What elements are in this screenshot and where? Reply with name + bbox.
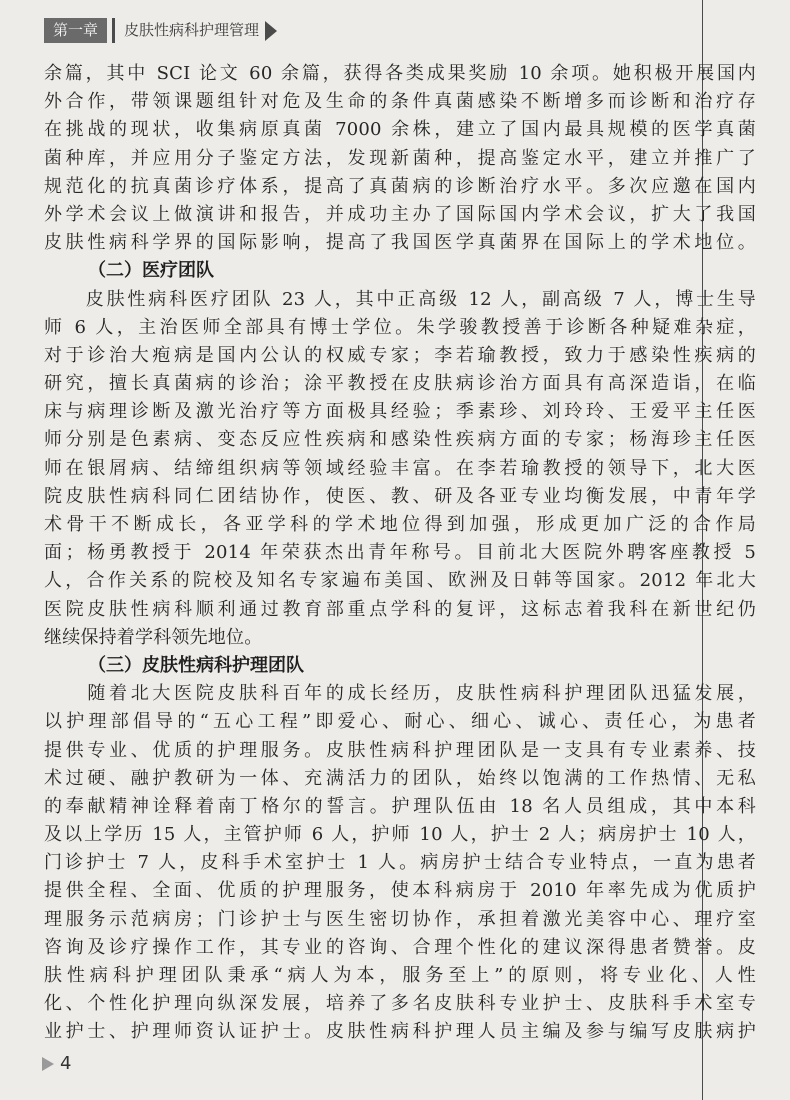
body-text-line: 化、个性化护理向纵深发展，培养了多名皮肤科专业护士、皮肤科手术室专	[44, 993, 756, 1015]
body-text-line: 菌种库，并应用分子鉴定方法，发现新菌种，提高鉴定水平，建立并推广了	[44, 147, 756, 169]
body-text-line: 提供全程、全面、优质的护理服务，使本科病房于 2010 年率先成为优质护	[44, 880, 756, 902]
body-text-line: 院皮肤性病科同仁团结协作，使医、教、研及各亚专业均衡发展，中青年学	[44, 485, 756, 507]
chapter-label: 第一章	[44, 18, 107, 43]
body-text-line: 肤性病科护理团队秉承“病人为本，服务至上”的原则，将专业化、人性	[44, 965, 756, 986]
body-text-line: 医院皮肤性病科顺利通过教育部重点学科的复评，这标志着我科在新世纪仍	[44, 598, 756, 620]
body-text-line: 余篇，其中 SCI 论文 60 余篇，获得各类成果奖励 10 余项。她积极开展国内	[44, 63, 756, 84]
body-text-line: 外学术会议上做演讲和报告，并成功主办了国际国内学术会议，扩大了我国	[44, 203, 756, 225]
chapter-title: 皮肤性病科护理管理	[124, 21, 260, 39]
body-text-line: 术骨干不断成长，各亚学科的学术地位得到加强，形成更加广泛的合作局	[44, 514, 756, 535]
body-text-line: 术过硬、融护教研为一体、充满活力的团队，始终以饱满的工作热情、无私	[44, 767, 756, 789]
body-text-line: 门诊护士 7 人，皮科手术室护士 1 人。病房护士结合专业特点，一直为患者	[44, 852, 756, 874]
body-text-line: 师在银屑病、结缔组织病等领域经验丰富。在李若瑜教授的领导下，北大医	[44, 457, 756, 479]
running-header	[44, 18, 277, 43]
body-text-line: 业护士、护理师资认证护士。皮肤性病科护理人员主编及参与编写皮肤病护	[44, 1021, 756, 1043]
body-text-line: 面；杨勇教授于 2014 年荣获杰出青年称号。目前北大医院外聘客座教授 5	[44, 542, 756, 564]
body-text-line: 及以上学历 15 人，主管护师 6 人，护师 10 人，护士 2 人；病房护士 10 人，	[44, 824, 756, 846]
body-text-line: 提供专业、优质的护理服务。皮肤性病科护理团队是一支具有专业素养、技	[44, 739, 756, 761]
body-text-line: 人，合作关系的院校及知名专家遍布美国、欧洲及日韩等国家。2012 年北大	[44, 570, 756, 592]
body-text-line: 随着北大医院皮肤科百年的成长经历，皮肤性病科护理团队迅猛发展，	[44, 683, 756, 705]
body-text-line: 皮肤性病科学界的国际影响，提高了我国医学真菌界在国际上的学术地位。	[44, 232, 756, 254]
body-text-line: 以护理部倡导的“五心工程”即爱心、耐心、细心、诚心、责任心，为患者	[44, 711, 756, 733]
section-heading: （三）皮肤性病科护理团队	[88, 654, 304, 676]
header-arrow-icon	[265, 21, 277, 41]
body-text-line: 师分别是色素病、变态反应性疾病和感染性疾病方面的专家；杨海珍主任医	[44, 429, 756, 451]
body-text-line: 床与病理诊断及激光治疗等方面极具经验；季素珍、刘玲玲、王爱平主任医	[44, 401, 756, 423]
body-text-line: 继续保持着学科领先地位。	[44, 626, 263, 648]
body-text-line: 理服务示范病房；门诊护士与医生密切协作，承担着激光美容中心、理疗室	[44, 908, 756, 930]
body-text-line: 外合作，带领课题组针对危及生命的条件真菌感染不断增多而诊断和治疗存	[44, 91, 756, 113]
page-footer	[42, 1053, 71, 1074]
page-body	[44, 60, 756, 1047]
body-text-line: 师 6 人，主治医师全部具有博士学位。朱学骏教授善于诊断各种疑难杂症，	[44, 316, 756, 338]
body-text-line: 咨询及诊疗操作工作，其专业的咨询、合理个性化的建议深得患者赞誉。皮	[44, 936, 756, 958]
body-text-line: 规范化的抗真菌诊疗体系，提高了真菌病的诊断治疗水平。多次应邀在国内	[44, 175, 756, 197]
page-number: 4	[60, 1053, 72, 1074]
body-text-line: 对于诊治大疱病是国内公认的权威专家；李若瑜教授，致力于感染性疾病的	[44, 344, 756, 366]
section-heading: （二）医疗团队	[88, 260, 214, 282]
body-text-line: 在挑战的现状，收集病原真菌 7000 余株，建立了国内最具规模的医学真菌	[44, 119, 756, 141]
body-text-line: 皮肤性病科医疗团队 23 人，其中正高级 12 人，副高级 7 人，博士生导	[44, 288, 756, 310]
body-text-line: 的奉献精神诠释着南丁格尔的誓言。护理队伍由 18 名人员组成，其中本科	[44, 795, 756, 817]
body-text-line: 研究，擅长真菌病的诊治；涂平教授在皮肤病诊治方面具有高深造诣，在临	[44, 373, 756, 395]
footer-arrow-icon	[42, 1057, 54, 1071]
